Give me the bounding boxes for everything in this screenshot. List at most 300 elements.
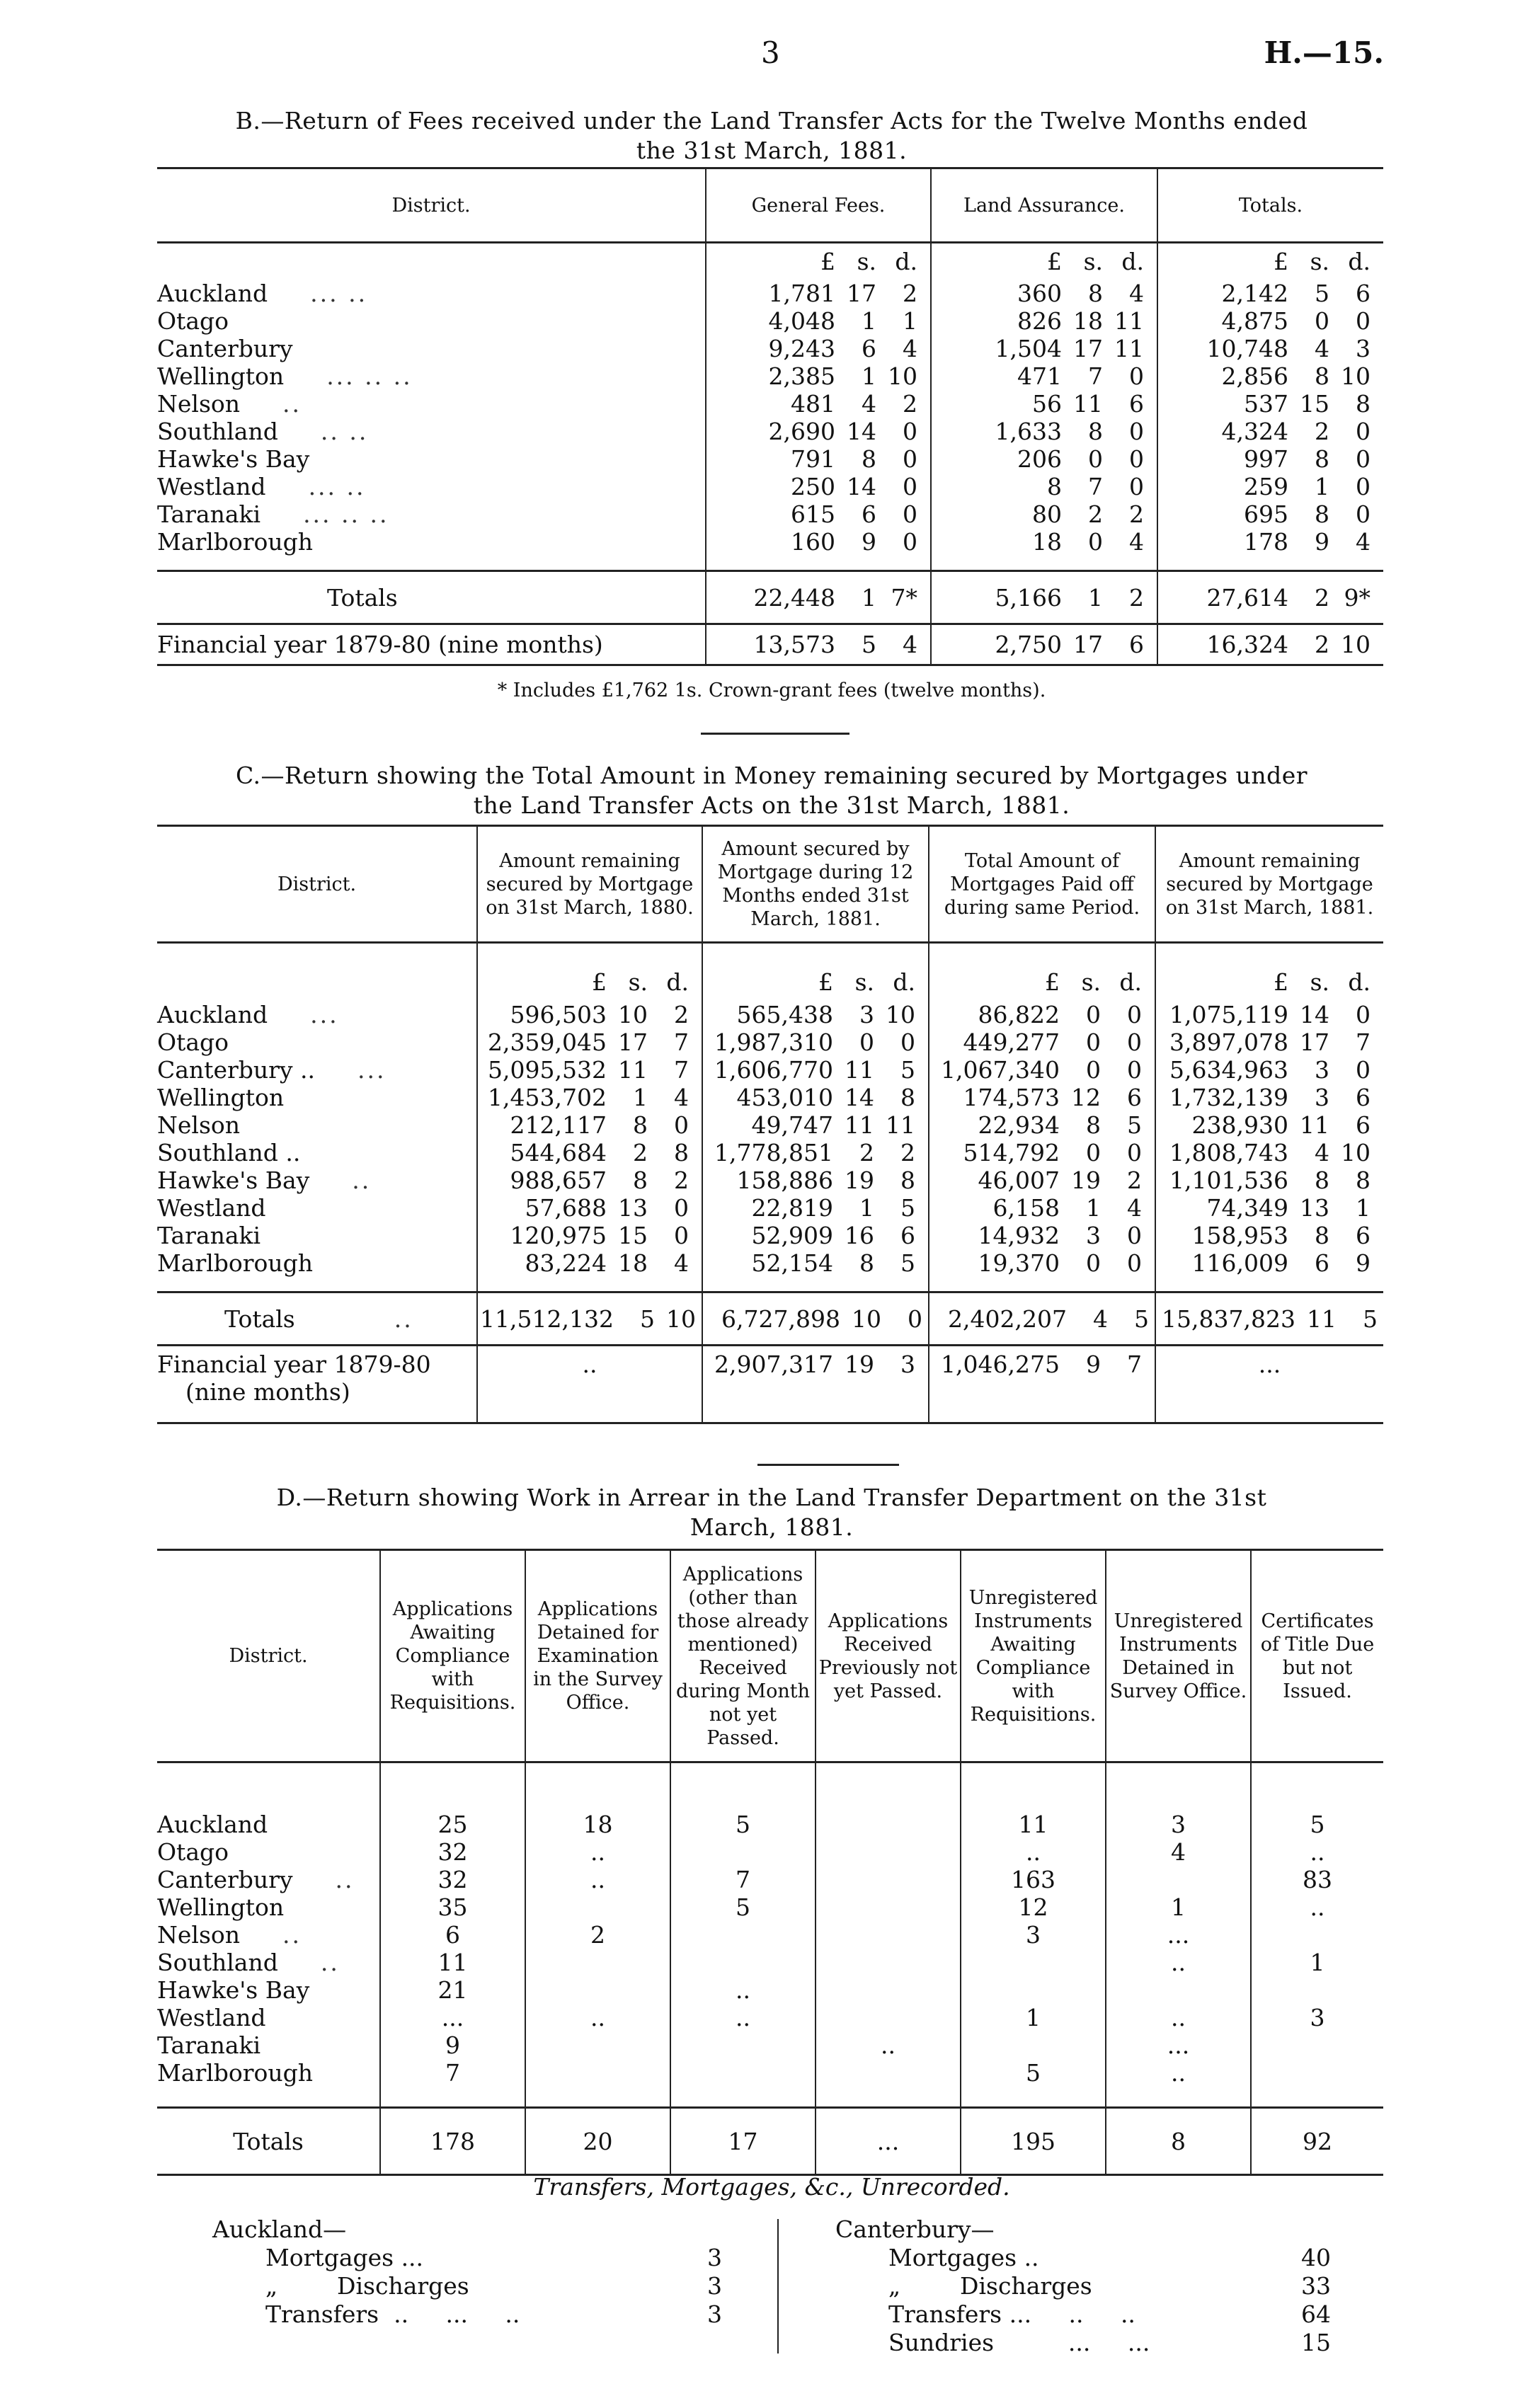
col-header-secured-during-year: Amount secured by Mortgage during 12 Months ended 31st March, 1881. [702,826,929,943]
amount-cell-1-lsd [478,1222,702,1249]
shillings-value: 11 [1073,389,1103,418]
shillings-value: 5 [862,631,876,658]
district-name: Otago [157,1028,229,1056]
totals-cell-lsd [1158,445,1383,473]
count-cell-4 [816,2059,961,2087]
grand-total-lsd [1158,584,1383,612]
pence-value: 11 [1114,306,1144,335]
district-cell [157,2004,380,2031]
pence-value: 0 [1127,1249,1142,1277]
land-assurance-cell-lsd [932,335,1157,362]
pounds-value: 5,634,963 [1169,1055,1288,1084]
ledger-item-value: 33 [1301,2272,1331,2300]
section-c-title-line2: the Land Transfer Acts on the 31st March, 1881. [473,791,1070,819]
shillings-value: 14 [847,472,876,500]
table-row [157,1139,1383,1166]
previous-year-label-line2: (nine months) [185,1378,350,1406]
land-assurance-cell [931,280,1157,307]
pounds-value: 791 [791,445,835,473]
spacer [929,1277,1155,1292]
prev-amount-2-lsd [703,1351,928,1378]
totals-cell [1157,500,1383,528]
spacer [525,1762,670,1811]
pounds-value: 4,875 [1221,306,1288,335]
pounds-value: 22,448 [753,583,835,612]
section-d-title-line1: D.—Return showing Work in Arrear in the Land Transfer Department on the 31st [276,1484,1267,1511]
general-fees-cell [706,528,931,556]
land-assurance-cell-lsd [932,390,1157,418]
total-cell-2 [702,1292,929,1346]
pence-value: 6 [1356,1111,1371,1139]
unrecorded-group-canterbury [835,2215,1331,2357]
pence-value: 4 [1356,527,1371,556]
amount-cell-1-lsd [478,1056,702,1084]
pence-value: d. [1348,247,1371,275]
section-divider [757,1464,899,1466]
pounds-value: 18 [1032,527,1062,556]
pence-value: 5 [900,1193,915,1222]
count-cell-5: 1 [961,2004,1106,2031]
count-cell-1: 35 [380,1893,525,1921]
amount-cell-4-lsd [1156,1166,1383,1194]
leader-dots: ... [357,1055,387,1084]
pounds-value: 2,359,045 [488,1028,607,1056]
count-cell-5: 163 [961,1866,1106,1893]
pence-value: 9 [1356,1249,1371,1277]
total-cell-2: 20 [525,2108,670,2175]
amount-cell-3-lsd [929,1194,1155,1222]
shillings-value: 9 [1086,1351,1101,1378]
pence-value: 4 [674,1083,689,1111]
pence-value: 4 [1129,279,1144,307]
totals-row [157,2108,1383,2175]
pounds-value: 1,781 [768,279,835,307]
pence-value: 0 [903,445,917,473]
amount-cell-3 [929,1194,1155,1222]
amount-cell-1 [477,1222,702,1249]
shillings-value: 11 [618,1055,648,1084]
spacer [1157,556,1383,571]
pence-value: 7 [1356,1028,1371,1056]
general-fees-cell-lsd [706,307,930,335]
amount-cell-4-lsd [1156,1222,1383,1249]
pounds-value: 565,438 [736,1000,833,1028]
spacer [816,1762,961,1811]
pence-value: 0 [903,417,917,445]
count-cell-3: 5 [670,1893,816,1921]
shillings-value: s. [1310,247,1329,275]
leader-dots: ... .. .. [326,362,413,390]
pounds-value: 2,402,207 [948,1305,1067,1333]
district-cell [157,1838,380,1866]
amount-cell-1-lsd [478,1194,702,1222]
land-assurance-cell [931,528,1157,556]
shillings-value: s. [857,247,876,275]
totals-cell-lsd [1158,307,1383,335]
table-row [157,280,1383,307]
shillings-value: s. [854,968,874,996]
col-header-district: District. [277,873,357,895]
col-header-district: District. [391,194,471,217]
shillings-value: 17 [847,279,876,307]
spacer-row [157,1277,1383,1292]
district-cell [157,1166,477,1194]
pence-value: 5 [900,1249,915,1277]
spacer [816,2087,961,2108]
spacer [670,1762,816,1811]
pence-value: 0 [1127,1138,1142,1166]
pence-value: 0 [1127,1055,1142,1084]
totals-row [157,571,1383,624]
col-header-remaining-1881: Amount remaining secured by Mortgage on 31st March, 1881. [1155,826,1383,943]
spacer [1155,1277,1383,1292]
totals-cell-lsd [1158,362,1383,390]
district-cell [157,1222,477,1249]
spacer-row [157,1762,1383,1811]
count-cell-7: .. [1251,1838,1383,1866]
district-name: Marlborough [157,1249,314,1277]
pounds-value: 826 [1017,306,1062,335]
shillings-value: 1 [1315,472,1329,500]
totals-cell-lsd [1158,500,1383,528]
shillings-value: 0 [1086,1055,1101,1084]
units-header [477,964,702,1001]
pounds-value: 537 [1244,389,1288,418]
land-assurance-cell [931,335,1157,362]
ledger-item [835,2244,1331,2272]
pounds-value: 2,907,317 [714,1351,833,1378]
shillings-value: 1 [1088,583,1103,612]
totals-prev-lsd [1158,631,1383,658]
totals-cell [1157,418,1383,445]
prev-amount-3-lsd [929,1351,1155,1378]
amount-cell-3 [929,1222,1155,1249]
district-cell [157,1811,380,1838]
amount-cell-2 [702,1139,929,1166]
district-name: Southland .. [157,1138,301,1166]
amount-cell-4 [1155,1222,1383,1249]
pence-value: 5 [1363,1305,1378,1333]
spacer [157,2087,380,2108]
amount-cell-3 [929,1249,1155,1277]
district-name: Westland [157,2003,266,2031]
amount-cell-2-lsd [703,1111,928,1139]
units-header-lsd [929,968,1155,996]
general-fees-cell-lsd [706,528,930,556]
shillings-value: 11 [845,1111,874,1139]
shillings-value: 7 [1088,362,1103,390]
land-assurance-cell [931,307,1157,335]
pence-value: 2 [674,1166,689,1194]
count-cell-1: 32 [380,1838,525,1866]
count-cell-6: .. [1106,2004,1251,2031]
amount-cell-4-lsd [1156,1111,1383,1139]
total-cell-4: ... [816,2108,961,2175]
land-assurance-cell-lsd [932,307,1157,335]
totals-cell [1157,307,1383,335]
pounds-value: 49,747 [751,1111,833,1139]
total-cell-6: 8 [1106,2108,1251,2175]
count-cell-5: 5 [961,2059,1106,2087]
pounds-value: 449,277 [963,1028,1060,1056]
district-cell [157,1001,477,1028]
spacer [525,2087,670,2108]
leader-dots: .. [352,1166,372,1194]
count-cell-3 [670,1838,816,1866]
arrears-table [157,1549,1383,2176]
shillings-value: 8 [1315,445,1329,473]
pence-value: 10 [1341,362,1371,390]
count-cell-3: 5 [670,1811,816,1838]
pounds-value: 1,075,119 [1169,1000,1288,1028]
shillings-value: 6 [862,334,876,362]
count-cell-3 [670,2059,816,2087]
count-cell-3 [670,1949,816,1976]
pence-value: 10 [1341,631,1371,658]
amount-cell-3-lsd [929,1056,1155,1084]
table-row [157,418,1383,445]
pence-value: 8 [674,1138,689,1166]
col-header-received-previously: Applications Received Previously not yet Passed. [816,1550,961,1762]
prev-c1: .. [477,1346,702,1423]
pence-value: 7 [674,1028,689,1056]
pence-value: 0 [1356,500,1371,528]
table-row [157,500,1383,528]
amount-cell-1 [477,1084,702,1111]
land-assurance-prev-lsd [932,631,1157,658]
col-header-paid-off: Total Amount of Mortgages Paid off during same Period. [929,826,1155,943]
pence-value: 11 [1114,334,1144,362]
pounds-value: 1,046,275 [941,1351,1060,1378]
pence-value: 5 [1134,1305,1149,1333]
pounds-value: 11,512,132 [480,1305,614,1333]
shillings-value: 19 [845,1351,874,1378]
units-header [702,964,929,1001]
general-fees-total-lsd [706,584,930,612]
total-cell-4-lsd [1156,1305,1383,1333]
district-name: Marlborough [157,527,314,556]
shillings-value: 8 [862,445,876,473]
amount-cell-4 [1155,1194,1383,1222]
pence-value: 5 [900,1055,915,1084]
amount-cell-2-lsd [703,1194,928,1222]
table-row [157,1249,1383,1277]
shillings-value: 2 [859,1138,874,1166]
district-name: Nelson [157,1920,241,1949]
spacer [961,1762,1106,1811]
table-row [157,1111,1383,1139]
pence-value: 10 [886,1000,915,1028]
shillings-value: 0 [1086,1028,1101,1056]
pence-value: 2 [1127,1166,1142,1194]
pence-value: 0 [903,527,917,556]
count-cell-6: 3 [1106,1811,1251,1838]
spacer-row [157,943,1383,964]
section-c-title-line1: C.—Return showing the Total Amount in Money remaining secured by Mortgages under [235,762,1308,789]
spacer [670,2087,816,2108]
district-name: Wellington [157,1893,285,1921]
ledger-item [212,2300,722,2329]
pence-value: 6 [1127,1083,1142,1111]
pence-value: d. [1348,968,1371,996]
general-fees-prev [706,624,931,665]
amount-cell-4-lsd [1156,1194,1383,1222]
shillings-value: 0 [1088,527,1103,556]
count-cell-2 [525,1976,670,2004]
count-cell-6 [1106,1866,1251,1893]
district-cell [157,500,706,528]
totals-cell [1157,445,1383,473]
shillings-value: 0 [859,1028,874,1056]
pounds-value: 2,856 [1221,362,1288,390]
count-cell-4 [816,1838,961,1866]
district-cell [157,390,706,418]
shillings-value: 17 [1300,1028,1329,1056]
count-cell-5: 3 [961,1921,1106,1949]
pence-value: 0 [1129,362,1144,390]
amount-cell-3 [929,1001,1155,1028]
pounds-value: 1,101,536 [1169,1166,1288,1194]
pence-value: 6 [1356,1083,1371,1111]
table-row [157,1166,1383,1194]
spacer [1106,2087,1251,2108]
table-row [157,1976,1383,2004]
district-name: Nelson [157,389,241,418]
table-row [157,1838,1383,1866]
shillings-value: 2 [1315,631,1329,658]
totals-cell-lsd [1158,390,1383,418]
district-name: Wellington [157,1083,285,1111]
col-header-certificates-due: Certificates of Title Due but not Issued. [1251,1550,1383,1762]
district-name: Canterbury [157,334,293,362]
totals-label: Totals [224,1305,295,1333]
pence-value: 10 [1341,1138,1371,1166]
district-cell [157,473,706,500]
totals-cell [1157,390,1383,418]
pounds-value: 238,930 [1191,1111,1288,1139]
shillings-value: 3 [1086,1221,1101,1249]
pence-value: 0 [1356,445,1371,473]
district-name: Hawke's Bay [157,1166,310,1194]
amount-cell-1 [477,1139,702,1166]
spacer [1106,1762,1251,1811]
pence-value: 6 [1356,1221,1371,1249]
pence-value: 0 [1127,1221,1142,1249]
units-header-lsd [703,968,928,996]
pounds-value: 596,503 [510,1000,607,1028]
pence-value: 0 [674,1221,689,1249]
shillings-value: 14 [845,1083,874,1111]
table-row [157,528,1383,556]
shillings-value: 3 [1315,1055,1329,1084]
totals-prev [1157,624,1383,665]
shillings-value: 0 [1086,1000,1101,1028]
col-header-general-fees: General Fees. [706,168,931,243]
amount-cell-3 [929,1028,1155,1056]
ledger-item-label: Mortgages .. [888,2244,1039,2271]
units-header-lsd [478,968,702,996]
shillings-value: 0 [1088,445,1103,473]
district-cell [157,1249,477,1277]
pounds-value: 481 [791,389,835,418]
pounds-value: 5,166 [995,583,1062,612]
amount-cell-3-lsd [929,1166,1155,1194]
amount-cell-1 [477,1056,702,1084]
district-name: Nelson [157,1111,241,1139]
district-name: Auckland [157,279,268,307]
spacer [1251,2087,1383,2108]
section-b-title [159,106,1384,166]
ledger-item-value: 3 [707,2244,722,2271]
general-fees-cell-lsd [706,335,930,362]
district-cell [157,1111,477,1139]
district-name: Otago [157,306,229,335]
general-fees-cell-lsd [706,390,930,418]
pounds-value: 544,684 [510,1138,607,1166]
mortgages-table [157,825,1383,1424]
amount-cell-4-lsd [1156,1001,1383,1028]
prev-c4: ... [1155,1346,1383,1423]
pounds-value: £ [1274,968,1288,996]
table-row [157,1001,1383,1028]
district-cell [157,2059,380,2087]
table-row [157,2031,1383,2059]
count-cell-5 [961,1976,1106,2004]
col-header-district: District. [229,1645,308,1667]
amount-cell-2-lsd [703,1166,928,1194]
amount-cell-2 [702,1222,929,1249]
shillings-value: 2 [633,1138,648,1166]
general-fees-cell [706,362,931,390]
column-divider [777,2219,779,2353]
spacer [477,943,702,964]
pence-value: 0 [1356,472,1371,500]
shillings-value: s. [1310,968,1329,996]
ledger-item [835,2300,1331,2329]
district-name: Taranaki [157,1221,261,1249]
general-fees-cell [706,390,931,418]
pence-value: 0 [1356,1000,1371,1028]
units-header-lsd [932,248,1157,275]
amount-cell-4-lsd [1156,1056,1383,1084]
shillings-value: 11 [1300,1111,1329,1139]
total-cell-7: 92 [1251,2108,1383,2175]
amount-cell-3-lsd [929,1111,1155,1139]
count-cell-3 [670,1921,816,1949]
amount-cell-4-lsd [1156,1139,1383,1166]
amount-cell-2 [702,1056,929,1084]
general-fees-cell-lsd [706,362,930,390]
pence-value: 7 [1127,1351,1142,1378]
spacer [380,1762,525,1811]
count-cell-1: 21 [380,1976,525,2004]
pence-value: 10 [888,362,917,390]
total-cell-3-lsd [929,1305,1155,1333]
totals-cell-lsd [1158,280,1383,307]
pounds-value: 615 [791,500,835,528]
count-cell-4 [816,1866,961,1893]
amount-cell-2 [702,1111,929,1139]
total-cell-2-lsd [703,1305,928,1333]
count-cell-1: ... [380,2004,525,2031]
district-cell [157,1084,477,1111]
pounds-value: 471 [1017,362,1062,390]
shillings-value: 2 [1315,417,1329,445]
pence-value: 6 [900,1221,915,1249]
land-assurance-cell [931,500,1157,528]
pounds-value: 8 [1047,472,1062,500]
col-header-awaiting-compliance: Applications Awaiting Compliance with Requisitions. [380,1550,525,1762]
